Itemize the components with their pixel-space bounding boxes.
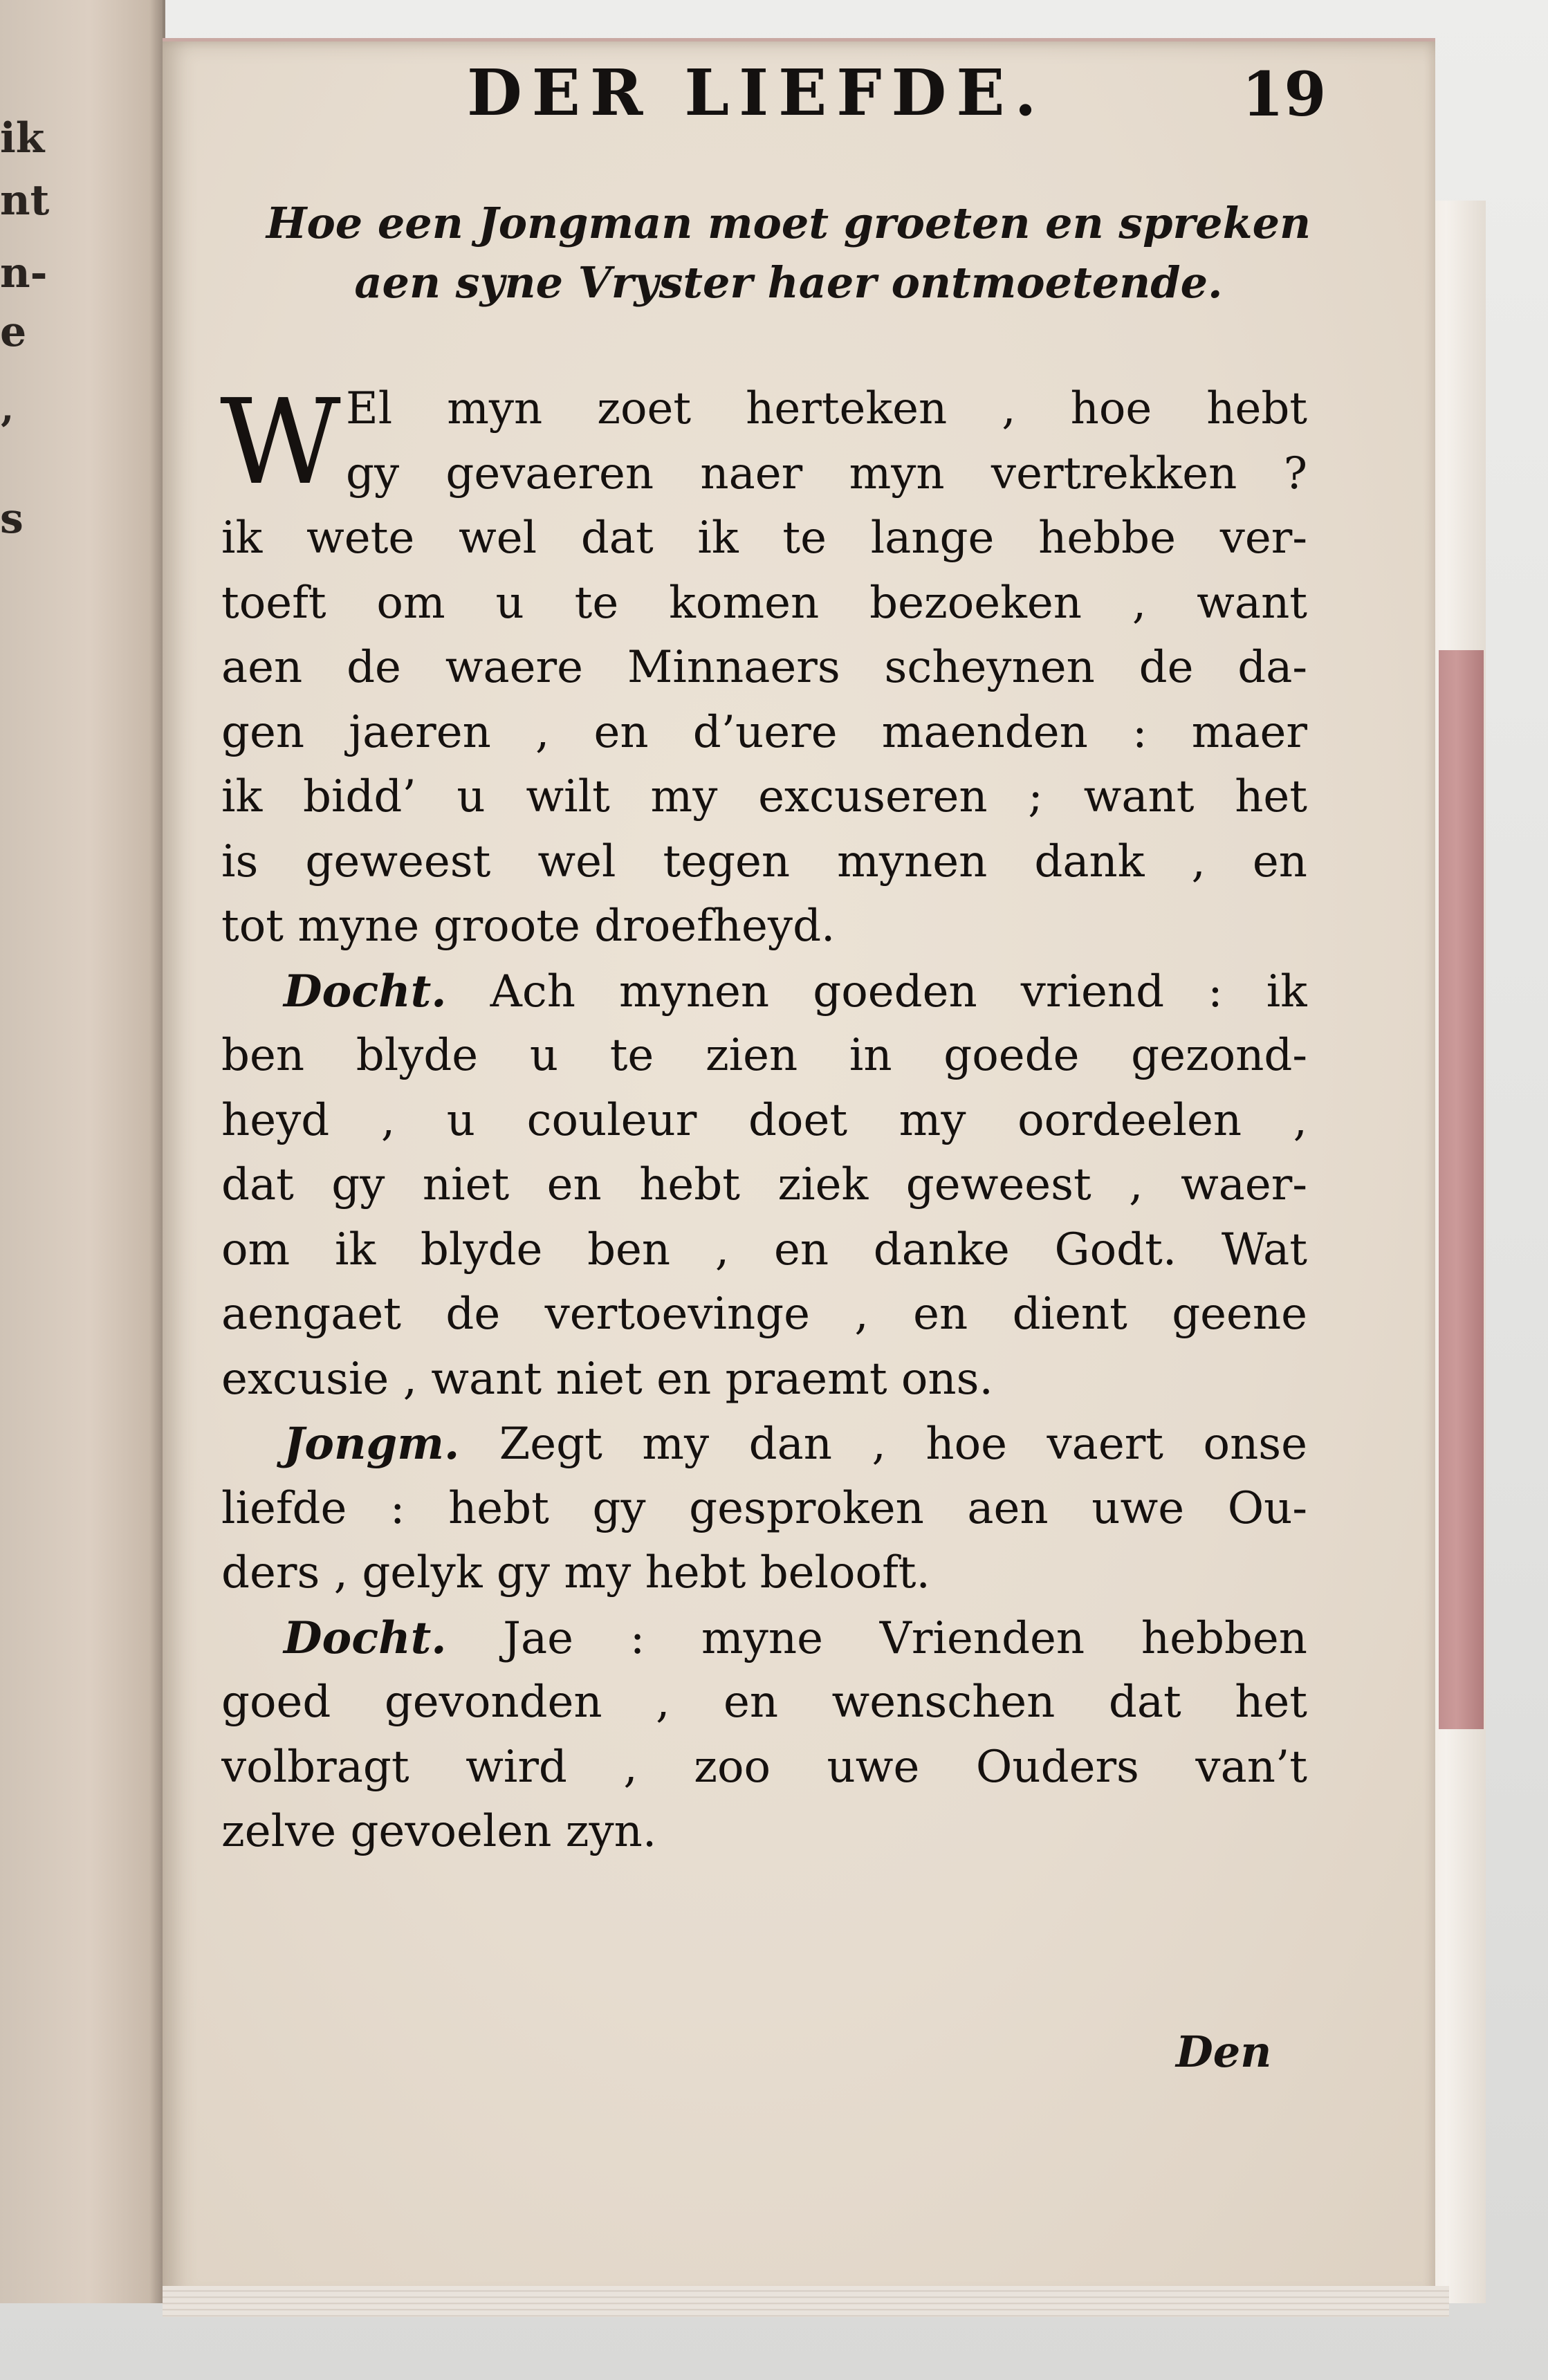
speaker-label: Docht. <box>284 965 447 1017</box>
left-fragment: ik <box>0 114 45 163</box>
line-text: Jae : myne Vrienden hebben <box>503 1612 1307 1664</box>
left-fragment: nt <box>0 176 50 225</box>
left-fragment: ‚ <box>0 384 15 432</box>
text-line: om ik blyde ben , en danke Godt. Wat <box>221 1224 1307 1275</box>
catchword: Den <box>1176 2027 1272 2077</box>
text-line: heyd , u couleur doet my oordeelen , <box>221 1094 1307 1146</box>
drop-cap: W <box>220 374 341 511</box>
body-text <box>220 374 1307 1865</box>
red-cover-edge <box>1439 650 1484 1729</box>
left-fragment: n- <box>0 249 48 297</box>
speaker-label: Docht. <box>284 1612 447 1664</box>
text-line: liefde : hebt gy gesproken aen uwe Ou- <box>221 1482 1307 1534</box>
text-line: toeft om u te komen bezoeken , want <box>221 577 1307 629</box>
text-line: aen de waere Minnaers scheynen de da- <box>221 642 1307 693</box>
page-stack-bottom <box>163 2286 1449 2317</box>
text-line: dat gy niet en hebt ziek geweest , waer- <box>221 1159 1307 1210</box>
text-line <box>221 1606 1307 1671</box>
running-head <box>304 55 1342 138</box>
text-line: excusie , want niet en praemt ons. <box>221 1353 993 1405</box>
heading-line-1: Hoe een Jongman moet groeten en spreken <box>266 198 1311 248</box>
left-fragment: s <box>0 495 24 543</box>
text-line: aengaet de vertoevinge , en dient geene <box>221 1289 1307 1340</box>
text-line: tot myne groote droefheyd. <box>221 901 836 952</box>
text-line: ik bidd’ u wilt my excuseren ; want het <box>221 771 1307 822</box>
left-fragment: e <box>0 308 27 356</box>
text-line: gy gevaeren naer myn vertrekken ? <box>346 448 1307 499</box>
text-line: volbragt wird , zoo uwe Ouders van’t <box>221 1741 1307 1793</box>
line-text: Ach mynen goeden vriend : ik <box>490 966 1307 1017</box>
text-line: ben blyde u te zien in goede gezond- <box>221 1030 1307 1081</box>
previous-page-edge <box>0 0 165 2303</box>
text-line <box>221 1412 1307 1477</box>
speaker-label: Jongm. <box>284 1418 460 1470</box>
text-line: ders , gelyk gy my hebt belooft. <box>221 1547 930 1598</box>
text-line: zelve gevoelen zyn. <box>221 1806 657 1857</box>
text-line: ik wete wel dat ik te lange hebbe ver- <box>221 513 1307 564</box>
text-line: gen jaeren , en d’uere maenden : maer <box>221 706 1307 758</box>
line-text: Zegt my dan , hoe vaert onse <box>499 1419 1307 1470</box>
text-line <box>221 959 1307 1024</box>
text-line: El myn zoet herteken , hoe hebt <box>346 383 1307 434</box>
text-line: is geweest wel tegen mynen dank , en <box>221 836 1307 887</box>
page-number: 19 <box>1242 58 1327 130</box>
text-line: goed gevonden , en wenschen dat het <box>221 1677 1307 1728</box>
section-heading <box>249 194 1328 313</box>
heading-line-2: aen syne Vryster haer ontmoetende. <box>354 257 1223 308</box>
running-title: DER LIEFDE. <box>467 55 1047 130</box>
